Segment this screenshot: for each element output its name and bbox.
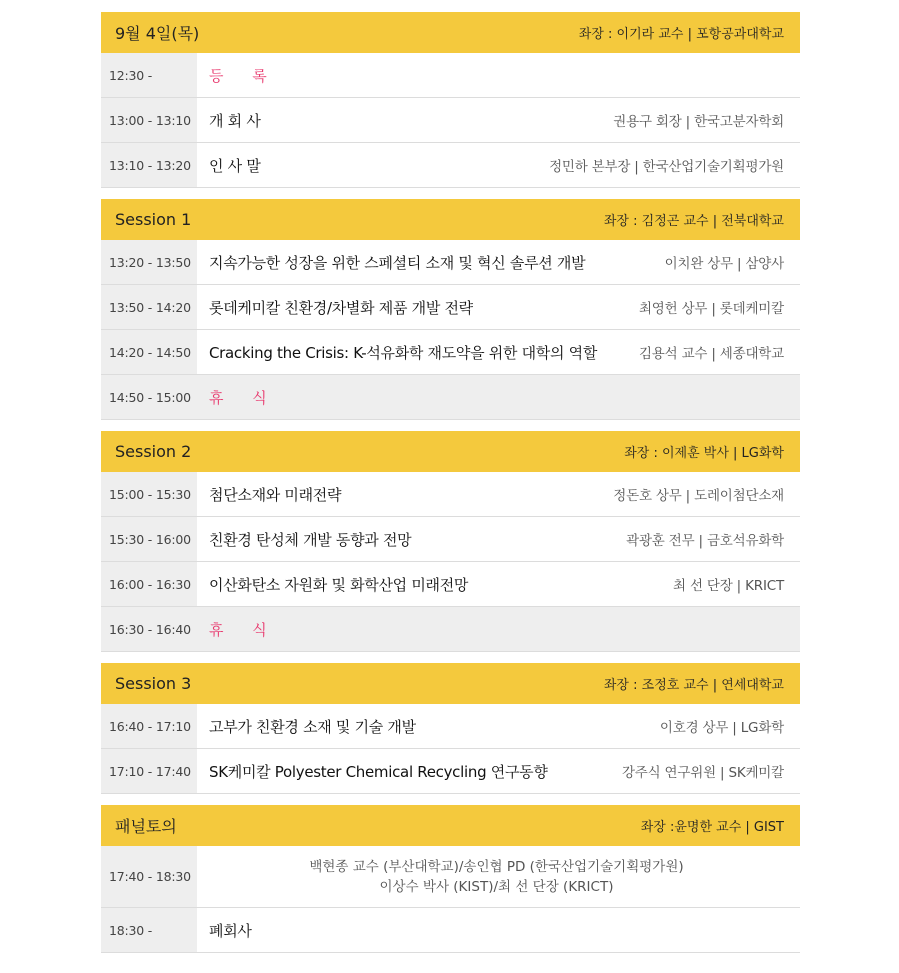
session-header xyxy=(101,431,800,472)
schedule-row xyxy=(101,749,800,794)
row-content xyxy=(197,143,800,187)
time-slot: 13:00 - 13:10 xyxy=(101,98,197,142)
time-slot: 13:50 - 14:20 xyxy=(101,285,197,329)
schedule-row xyxy=(101,472,800,517)
time-slot: 13:20 - 13:50 xyxy=(101,240,197,284)
speaker: 정민하 본부장 | 한국산업기술기획평가원 xyxy=(549,159,784,175)
session-title: 패널토의 xyxy=(115,817,177,836)
row-content xyxy=(197,607,800,651)
schedule-row xyxy=(101,846,800,908)
row-content xyxy=(197,53,800,97)
time-slot: 16:30 - 16:40 xyxy=(101,607,197,651)
speaker: 정돈호 상무 | 도레이첨단소재 xyxy=(613,488,784,504)
row-content xyxy=(197,285,800,329)
speaker: 최영헌 상무 | 롯데케미칼 xyxy=(638,301,784,317)
schedule-row xyxy=(101,330,800,375)
session-chair: 좌장 :윤명한 교수 | GIST xyxy=(640,820,784,835)
time-slot: 15:00 - 15:30 xyxy=(101,472,197,516)
schedule-row xyxy=(101,240,800,285)
speaker: 이치완 상무 | 삼양사 xyxy=(664,256,784,272)
time-slot: 18:30 - xyxy=(101,908,197,952)
talk-title: 폐회사 xyxy=(209,921,252,940)
break-row xyxy=(101,607,800,652)
speaker: 권용구 회장 | 한국고분자학회 xyxy=(613,114,784,130)
row-content xyxy=(197,517,800,561)
schedule-row xyxy=(101,53,800,98)
session-header xyxy=(101,805,800,846)
conference-schedule xyxy=(101,12,800,964)
session-chair: 좌장 : 이제훈 박사 | LG화학 xyxy=(624,446,784,461)
schedule-row xyxy=(101,704,800,749)
row-content xyxy=(197,749,800,793)
talk-title: 휴 식 xyxy=(209,620,279,639)
session-chair: 좌장 : 김정곤 교수 | 전북대학교 xyxy=(603,214,784,229)
talk-title: 롯데케미칼 친환경/차별화 제품 개발 전략 xyxy=(209,298,473,317)
row-content xyxy=(197,704,800,748)
time-slot: 12:30 - xyxy=(101,53,197,97)
talk-title: SK케미칼 Polyester Chemical Recycling 연구동향 xyxy=(209,762,548,781)
time-slot: 17:40 - 18:30 xyxy=(101,846,197,907)
session-title: Session 3 xyxy=(115,674,192,693)
schedule-row xyxy=(101,562,800,607)
time-slot: 16:00 - 16:30 xyxy=(101,562,197,606)
row-content xyxy=(197,375,800,419)
time-slot: 13:10 - 13:20 xyxy=(101,143,197,187)
row-content xyxy=(197,562,800,606)
talk-title: 지속가능한 성장을 위한 스페셜티 소재 및 혁신 솔루션 개발 xyxy=(209,253,586,272)
speaker: 곽광훈 전무 | 금호석유화학 xyxy=(626,533,784,549)
talk-title: 친환경 탄성체 개발 동향과 전망 xyxy=(209,530,412,549)
talk-title: 인 사 말 xyxy=(209,156,261,175)
row-content xyxy=(197,908,800,952)
schedule-block xyxy=(101,199,800,420)
panel-participants xyxy=(209,857,784,897)
talk-title: 휴 식 xyxy=(209,388,279,407)
session-chair: 좌장 : 이기라 교수 | 포항공과대학교 xyxy=(578,27,784,42)
row-content xyxy=(197,472,800,516)
talk-title: 이산화탄소 자원화 및 화학산업 미래전망 xyxy=(209,575,469,594)
schedule-row xyxy=(101,285,800,330)
panel-line: 이상수 박사 (KIST)/최 선 단장 (KRICT) xyxy=(379,878,614,895)
speaker: 김용석 교수 | 세종대학교 xyxy=(638,346,784,362)
time-slot: 14:20 - 14:50 xyxy=(101,330,197,374)
time-slot: 17:10 - 17:40 xyxy=(101,749,197,793)
panel-line: 백현종 교수 (부산대학교)/송인협 PD (한국산업기술기획평가원) xyxy=(309,858,684,875)
talk-title: 첨단소재와 미래전략 xyxy=(209,485,342,504)
session-title: 9월 4일(목) xyxy=(115,24,200,43)
talk-title: 고부가 친환경 소재 및 기술 개발 xyxy=(209,717,416,736)
time-slot: 15:30 - 16:00 xyxy=(101,517,197,561)
time-slot: 14:50 - 15:00 xyxy=(101,375,197,419)
schedule-row xyxy=(101,98,800,143)
speaker: 강주식 연구위원 | SK케미칼 xyxy=(621,765,784,781)
row-content xyxy=(197,240,800,284)
session-title: Session 1 xyxy=(115,210,192,229)
break-row xyxy=(101,375,800,420)
row-content xyxy=(197,846,800,907)
speaker: 이호경 상무 | LG화학 xyxy=(659,720,784,736)
row-content xyxy=(197,98,800,142)
session-chair: 좌장 : 조정호 교수 | 연세대학교 xyxy=(603,678,784,693)
schedule-block xyxy=(101,663,800,794)
schedule-block xyxy=(101,431,800,652)
talk-title: 개 회 사 xyxy=(209,111,261,130)
schedule-row xyxy=(101,908,800,953)
session-header xyxy=(101,199,800,240)
schedule-block xyxy=(101,805,800,953)
session-header xyxy=(101,12,800,53)
row-content xyxy=(197,330,800,374)
schedule-block xyxy=(101,12,800,188)
speaker: 최 선 단장 | KRICT xyxy=(673,578,784,594)
schedule-row xyxy=(101,517,800,562)
session-header xyxy=(101,663,800,704)
schedule-row xyxy=(101,143,800,188)
talk-title: Cracking the Crisis: K-석유화학 재도약을 위한 대학의 역할 xyxy=(209,343,598,362)
talk-title: 등 록 xyxy=(209,66,279,85)
time-slot: 16:40 - 17:10 xyxy=(101,704,197,748)
session-title: Session 2 xyxy=(115,442,192,461)
